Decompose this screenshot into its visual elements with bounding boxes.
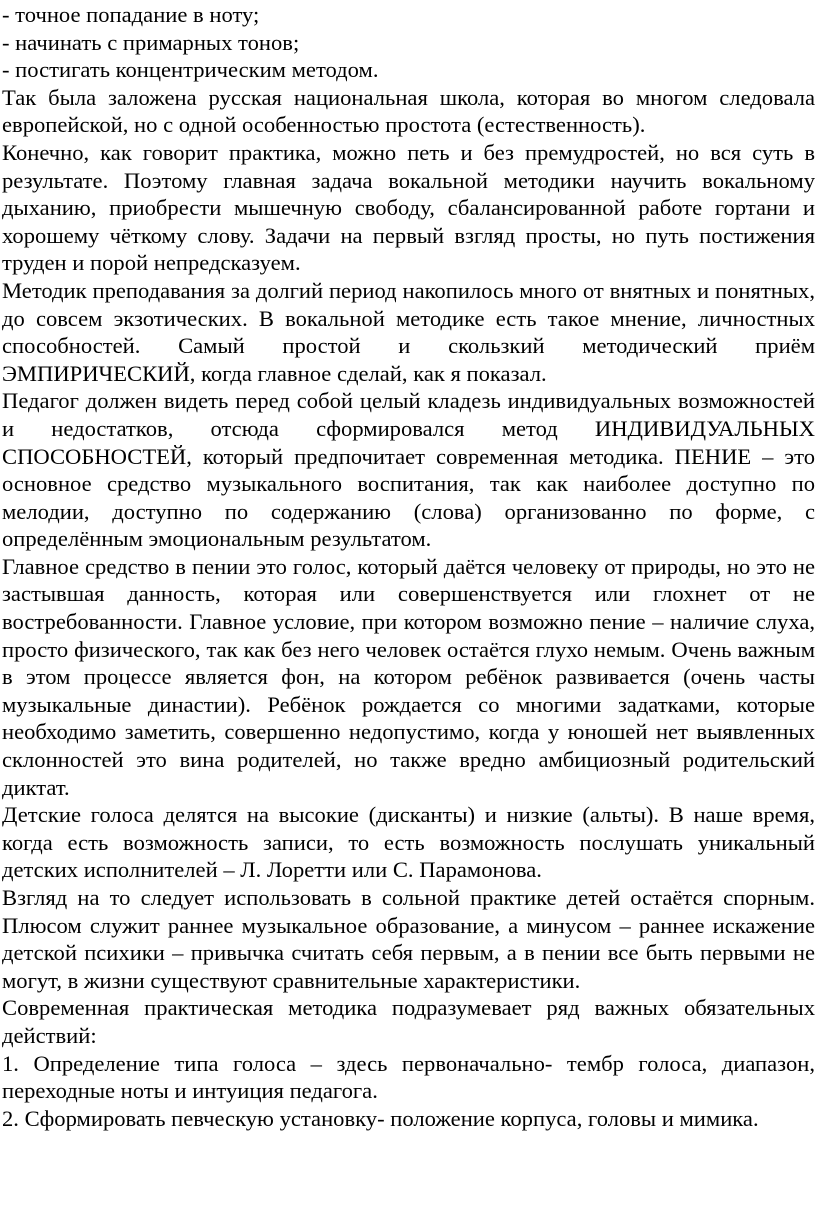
numbered-item-singing-posture: 2. Сформировать певческую установку- положение корпуса, головы и мимика. [2,1105,759,1131]
list-item-primary-tones: - начинать с примарных тонов; [2,29,300,55]
list-item-exact-note: - точное попадание в ноту; [2,2,260,27]
list-item-concentric-method: - постигать концентрическим методом. [2,57,379,83]
paragraph-empirical-method: Методик преподавания за долгий период накопилось много от внятных и понятных, до совсем экзотических. В вокальной методике есть такое мнение, личностных способностей. Самый простой и скользкий методический приём ЭМПИРИЧЕСКИЙ, когда главное сделай, как я показал. [2,277,815,386]
paragraph-children-voices: Детские голоса делятся на высокие (дисканты) и низкие (альты). В наше время, когда есть возможность записи, то есть возможность послушать уникальный детских исполнителей – Л. Лоретти или С. Парамонова. [2,802,815,883]
paragraph-modern-method: Современная практическая методика подразумевает ряд важных обязательных действий: [2,995,815,1048]
numbered-item-voice-type: 1. Определение типа голоса – здесь первоначально- тембр голоса, диапазон, переходные ноты и интуиция педагога. [2,1050,815,1104]
paragraph-individual-abilities: Педагог должен видеть перед собой целый кладезь индивидуальных возможностей и недостатков, отсюда сформировался метод ИНДИВИДУАЛЬНЫХ СПОСОБНОСТЕЙ, который предпочитает современная методика. ПЕНИЕ – это основное средство музыкального воспитания, так как наиболее доступно по мелодии, доступно по содержанию (слова) организованно по форме, с определённым эмоциональным результатом. [2,388,815,552]
paragraph-voice-as-instrument: Главное средство в пении это голос, который даётся человеку от природы, но это не застывшая данность, которая или совершенствуется или глохнет от не востребованности. Главное условие, при котором возможно пение – наличие слуха, просто физического, так как без него человек остаётся глухо немым. Очень важным в этом процессе является фон, на котором ребёнок развивается (очень часты музыкальные династии). Ребёнок рождается со многими задатками, которые необходимо заметить, совершенно недопустимо, когда у юношей нет выявленных склонностей это вина родителей, но также вредно амбициозный родительский диктат. [2,553,815,800]
paragraph-russian-school: Так была заложена русская национальная школа, которая во многом следовала европейской, но с одной особенностью простота (естественность). [2,84,815,138]
paragraph-vocal-method-goal: Конечно, как говорит практика, можно петь и без премудростей, но вся суть в результате. Поэтому главная задача вокальной методики научить вокальному дыханию, приобрести мышечную свободу, сбалансированной работе гортани и хорошему чёткому слову. Задачи на первый взгляд просты, но путь постижения труден и порой непредсказуем. [2,139,815,276]
paragraph-solo-practice: Взгляд на то следует использовать в сольной практике детей остаётся спорным. Плюсом служит раннее музыкальное образование, а минусом – раннее искажение детской психики – привычка считать себя первым, а в пении все быть первыми не могут, в жизни существуют сравнительные характеристики. [2,885,815,993]
